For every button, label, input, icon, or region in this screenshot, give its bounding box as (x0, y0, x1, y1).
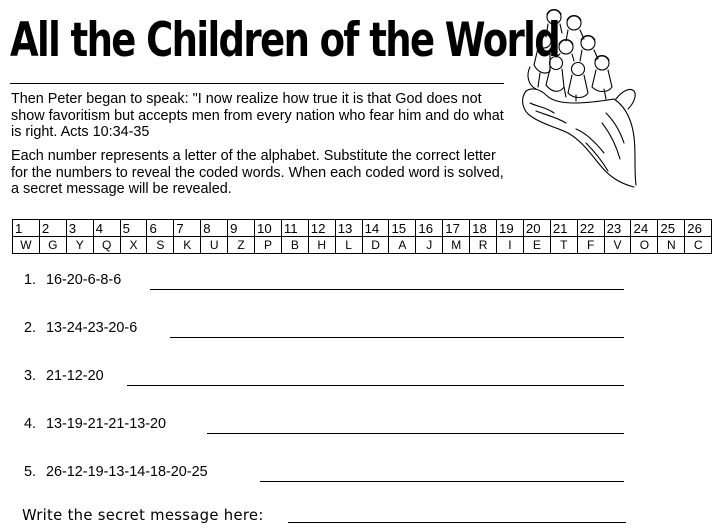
key-number: 23 (604, 220, 631, 237)
key-letter: G (39, 237, 66, 254)
key-letter: T (550, 237, 577, 254)
key-number: 8 (201, 220, 228, 237)
key-number: 6 (147, 220, 174, 237)
secret-message-line[interactable] (288, 522, 626, 523)
key-letter: O (631, 237, 658, 254)
key-number: 21 (550, 220, 577, 237)
key-letter: Y (66, 237, 93, 254)
key-letter: S (147, 237, 174, 254)
key-number: 16 (416, 220, 443, 237)
key-letter: V (604, 237, 631, 254)
cipher-key-numbers-row (13, 220, 712, 237)
key-number: 14 (362, 220, 389, 237)
key-number: 4 (93, 220, 120, 237)
key-letter: J (416, 237, 443, 254)
key-letter: A (389, 237, 416, 254)
answer-line[interactable] (207, 433, 624, 434)
key-letter: C (685, 237, 712, 254)
key-number: 7 (174, 220, 201, 237)
key-number: 18 (470, 220, 497, 237)
key-number: 24 (631, 220, 658, 237)
key-number: 19 (497, 220, 524, 237)
key-number: 3 (66, 220, 93, 237)
answer-line[interactable] (127, 385, 624, 386)
puzzle-code: 13-24-23-20-6 (46, 320, 138, 336)
key-letter: Z (228, 237, 255, 254)
bible-verse: Then Peter began to speak: "I now realize how true it is that God does not show favoritism but accepts men from every nation who fear him and do what is right. Acts 10:34-35 (11, 91, 504, 140)
puzzle-item (24, 416, 624, 436)
key-number: 26 (685, 220, 712, 237)
instructions: Each number represents a letter of the alphabet. Substitute the correct letter for the numbers to reveal the coded words. When each coded word is solved, a secret message will be revealed. (11, 148, 504, 197)
key-number: 10 (255, 220, 282, 237)
answer-line[interactable] (150, 289, 624, 290)
puzzle-number: 1. (24, 272, 37, 288)
key-number: 1 (13, 220, 40, 237)
key-number: 11 (281, 220, 308, 237)
key-letter: D (362, 237, 389, 254)
key-number: 13 (335, 220, 362, 237)
children-in-hand-illustration (516, 3, 638, 188)
puzzle-number: 4. (24, 416, 37, 432)
key-number: 9 (228, 220, 255, 237)
page-title: All the Children of the World (10, 12, 560, 68)
title-divider (10, 83, 504, 84)
key-letter: M (443, 237, 470, 254)
secret-message-label: Write the secret message here: (22, 507, 264, 524)
puzzle-item (24, 320, 624, 340)
key-letter: E (523, 237, 550, 254)
puzzle-number: 5. (24, 464, 37, 480)
key-letter: N (658, 237, 685, 254)
puzzle-code: 21-12-20 (46, 368, 104, 384)
key-letter: P (255, 237, 282, 254)
key-letter: L (335, 237, 362, 254)
puzzle-code: 16-20-6-8-6 (46, 272, 122, 288)
key-letter: B (281, 237, 308, 254)
key-number: 17 (443, 220, 470, 237)
puzzle-item (24, 272, 624, 292)
cipher-key-table (12, 219, 712, 254)
key-number: 15 (389, 220, 416, 237)
key-number: 5 (120, 220, 147, 237)
key-letter: Q (93, 237, 120, 254)
key-letter: I (497, 237, 524, 254)
puzzle-item (24, 368, 624, 388)
key-number: 22 (577, 220, 604, 237)
key-letter: X (120, 237, 147, 254)
puzzle-code: 13-19-21-21-13-20 (46, 416, 167, 432)
key-number: 2 (39, 220, 66, 237)
key-letter: W (13, 237, 40, 254)
puzzle-number: 2. (24, 320, 37, 336)
key-letter: K (174, 237, 201, 254)
puzzle-number: 3. (24, 368, 37, 384)
key-letter: H (308, 237, 335, 254)
key-number: 12 (308, 220, 335, 237)
puzzle-code: 26-12-19-13-14-18-20-25 (46, 464, 208, 480)
puzzle-item (24, 464, 624, 484)
key-number: 20 (523, 220, 550, 237)
key-letter: F (577, 237, 604, 254)
answer-line[interactable] (260, 481, 624, 482)
key-number: 25 (658, 220, 685, 237)
key-letter: U (201, 237, 228, 254)
cipher-key-letters-row (13, 237, 712, 254)
answer-line[interactable] (170, 337, 624, 338)
key-letter: R (470, 237, 497, 254)
